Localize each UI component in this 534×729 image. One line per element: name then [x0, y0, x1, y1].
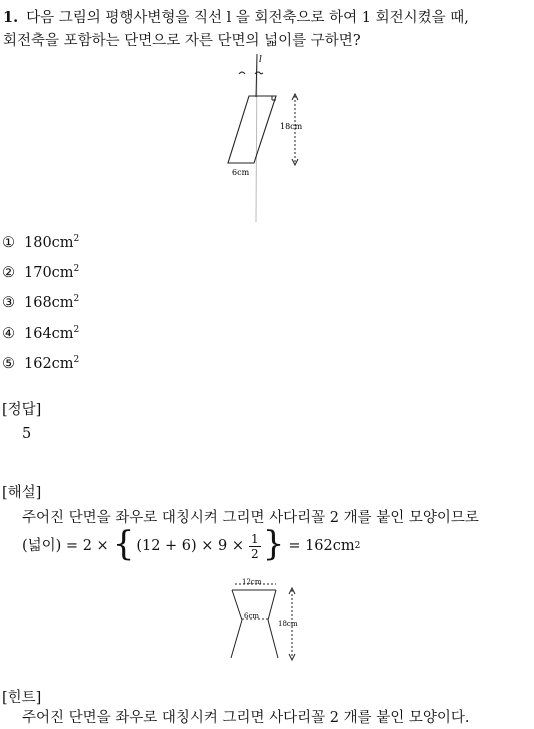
question [3, 6, 531, 53]
parallelogram [228, 96, 276, 163]
solution-formula [22, 524, 360, 568]
fraction-denominator: 2 [251, 546, 259, 561]
answer-value: 5 [22, 426, 32, 442]
height-label-2: 18cm [278, 620, 298, 628]
hint-header: [힌트] [2, 690, 42, 706]
question-line-1: 다음 그림의 평행사변형을 직선 l 을 회전축으로 하여 1 회전시켰을 때, [26, 10, 469, 26]
question-line-2: 회전축을 포함하는 단면으로 자른 단면의 넓이를 구하면? [3, 33, 361, 49]
question-number: 1. [3, 9, 19, 26]
solution-line-1: 주어진 단면을 좌우로 대칭시켜 그리면 사다리꼴 2 개를 붙인 모양이므로 [22, 510, 479, 526]
choice-5[interactable]: ⑤ $162cm^2$ [2, 355, 80, 372]
choice-2[interactable]: ② $170cm^2$ [2, 264, 80, 281]
left-brace: { [112, 524, 135, 564]
formula-sup: 2 [354, 541, 361, 551]
formula-lhs: (넓이) = 2 × [22, 538, 109, 554]
trapezoid-figure [222, 574, 312, 666]
answer-header: [정답] [2, 402, 42, 418]
right-brace: } [262, 524, 285, 564]
parallelogram-figure [220, 52, 320, 232]
height-label: 18cm [280, 122, 303, 131]
axis-label: l [259, 55, 262, 65]
choice-3[interactable]: ③ $168cm^2$ [2, 294, 80, 311]
top-label: 12cm [242, 578, 262, 586]
solution-header: [해설] [2, 485, 42, 501]
hint-line-1: 주어진 단면을 좌우로 대칭시켜 그리면 사다리꼴 2 개를 붙인 모양이다. [22, 710, 470, 726]
fraction-numerator: 1 [251, 531, 259, 546]
mid-label: 6cm [244, 612, 260, 620]
formula-rhs: = 162cm [288, 538, 355, 554]
fraction [249, 532, 261, 561]
choice-1[interactable]: ① $180cm^2$ [2, 234, 80, 251]
formula-inner: (12 + 6) × 9 × [136, 538, 245, 554]
choice-4[interactable]: ④ $164cm^2$ [2, 325, 80, 342]
base-label: 6cm [232, 168, 250, 177]
